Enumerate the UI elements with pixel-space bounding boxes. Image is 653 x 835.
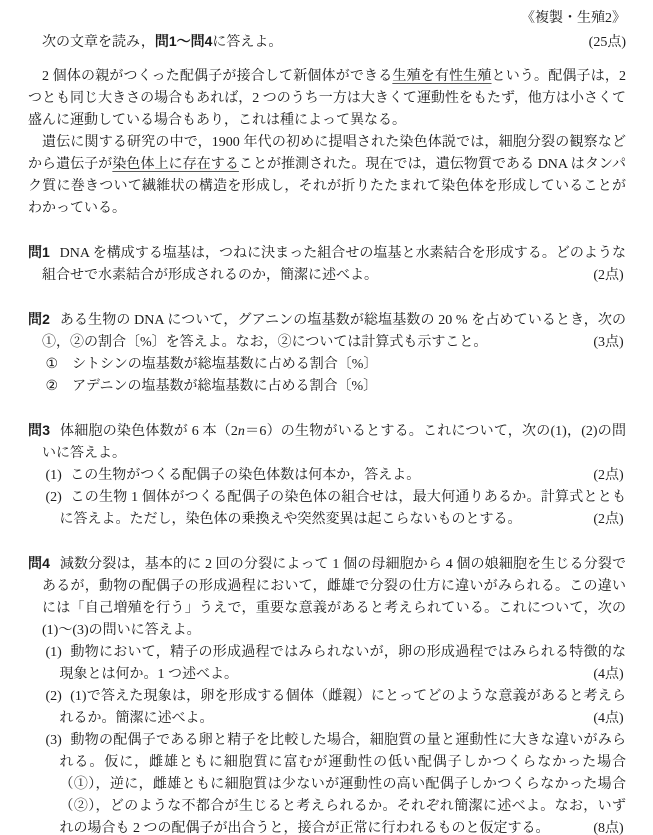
question-2-label: 問2: [28, 311, 50, 327]
question-3-variable-n: n: [237, 424, 245, 439]
question-4-item-1-marker: (1): [45, 645, 62, 660]
intro-row: [28, 30, 626, 54]
lead-paragraph-1: [28, 66, 626, 132]
question-3-item-2-marker: (2): [45, 490, 62, 505]
underlined-term-sexual-reproduction: 生殖を有性生殖: [392, 69, 492, 84]
question-2-item-2: [46, 376, 627, 398]
question-1-points: (2点): [593, 268, 624, 283]
question-4-item-1-points: (4点): [593, 667, 624, 682]
question-4-item-3-points: (8点): [593, 821, 624, 835]
question-3-label: 問3: [28, 422, 51, 438]
question-2-points: (3点): [593, 335, 624, 350]
question-3-item-1: [46, 465, 627, 487]
question-2-item-2-marker: ②: [45, 379, 59, 394]
question-3-item-2-text: この生物 1 個体がつくる配偶子の染色体の組合せは，最大何通りあるか。計算式とともに答えよ。ただし，染色体の乗換えや突然変異は起こらないものとする。: [59, 490, 626, 527]
question-1: [28, 241, 626, 287]
instruction-question-range: 問1～問4: [154, 33, 213, 49]
question-4-item-2-marker: (2): [45, 689, 62, 704]
question-4-label: 問4: [28, 555, 50, 571]
total-points: (25点): [588, 35, 626, 50]
question-4-item-1: [46, 642, 627, 686]
question-2-item-1-marker: ①: [45, 357, 59, 372]
question-1-text: DNA を構成する塩基は，つねに決まった組合せの塩基と水素結合を形成する。どのような組合せで水素結合が形成されるのか，簡潔に述べよ。: [42, 246, 626, 283]
question-3-text-b: ＝6）の生物がいるとする。これについて，次の(1)，(2)の問いに答えよ。: [42, 424, 626, 461]
question-2-item-2-text: アデニンの塩基数が総塩基数に占める割合〔%〕: [72, 379, 378, 394]
question-2-item-1-text: シトシンの塩基数が総塩基数に占める割合〔%〕: [72, 357, 378, 372]
question-3-item-1-marker: (1): [45, 468, 62, 483]
instruction-post: に答えよ。: [212, 35, 283, 50]
question-4-item-3: [46, 730, 627, 835]
p1-text-a: 2 個体の親がつくった配偶子が接合して新個体ができる: [42, 69, 393, 84]
question-3: [28, 419, 626, 531]
instruction-pre: 次の文章を読み，: [42, 35, 155, 50]
question-3-item-1-points: (2点): [593, 468, 624, 483]
question-3-item-2-points: (2点): [593, 512, 624, 527]
question-2-item-1: [46, 354, 627, 376]
p2-text-b: ことが推測された。現在では，遺伝物質である DNA はタンパク質に巻きついて繊維状の構造を形成し，それが折りたたまれて染色体を形成していることがわかっている。: [28, 157, 627, 216]
page-header: [28, 8, 626, 30]
question-4-item-2-text: (1)で答えた現象は，卵を形成する個体（雌親）にとってどのような意義があると考えられるか。簡潔に述べよ。: [59, 689, 626, 726]
question-1-label: 問1: [28, 244, 50, 260]
question-4-item-3-marker: (3): [45, 733, 62, 748]
question-4-item-2-points: (4点): [593, 711, 624, 726]
question-4-item-2: [46, 686, 627, 730]
instruction: [28, 30, 282, 54]
question-4-item-3-text: 動物の配偶子である卵と精子を比較した場合，細胞質の量と運動性に大きな違いがみられる。仮に，雌雄ともに細胞質に富むが運動性の低い配偶子しかつくらなかった場合（①），逆に，雌雄ともに細胞質は少ないが運動性の高い配偶子しかつくらなかった場合（②），どのような不都合が生じると考えられるか。それぞれ簡潔に述べよ。なお，いずれの場合も 2 つの配偶子が出合うと，接合が正常に行われるものと仮定する。: [59, 733, 626, 835]
question-2-text: ある生物の DNA について，グアニンの塩基数が総塩基数の 20 % を占めているとき，次の①，②の割合〔%〕を答えよ。なお，②については計算式も示すこと。: [42, 313, 626, 350]
question-4-item-1-text: 動物において，精子の形成過程ではみられないが，卵の形成過程ではみられる特徴的な現象とは何か。1 つ述べよ。: [59, 645, 626, 682]
question-3-item-2: [46, 487, 627, 531]
question-4-text: 減数分裂は，基本的に 2 回の分裂によって 1 個の母細胞から 4 個の娘細胞を生じる分裂であるが，動物の配偶子の形成過程において，雌雄で分裂の仕方に違いがみられる。この違いには「自己増殖を行う」うえで，重要な意義があると考えられている。これについて，次の(1)～(3)の問いに答えよ。: [42, 557, 626, 638]
question-3-text-a: 体細胞の染色体数が 6 本（2: [59, 424, 238, 439]
question-2-body: [28, 308, 626, 354]
underlined-term-genes-on-chromosomes: 染色体上に存在する: [112, 157, 239, 172]
lead-paragraph-2: [28, 132, 626, 220]
question-1-body: [28, 241, 626, 287]
question-3-item-1-text: この生物がつくる配偶子の染色体数は何本か，答えよ。: [70, 468, 421, 483]
question-3-body: [28, 419, 626, 465]
page-title: 《複製・生殖2》: [521, 11, 626, 26]
p1-text-b: という。配偶子は，2 つとも同じ大きさの場合もあれば，2 つのうち一方は大きくて運動性をもたず，他方は小さくて盛んに運動している場合もあり，これは種によって異なる。: [28, 69, 627, 128]
question-4-body: [28, 552, 626, 642]
p2-text-a: 遺伝に関する研究の中で，1900 年代の初めに提唱された染色体説では，細胞分裂の観察などから遺伝子が: [28, 135, 626, 172]
question-2: [28, 308, 626, 398]
question-4: [28, 552, 626, 835]
